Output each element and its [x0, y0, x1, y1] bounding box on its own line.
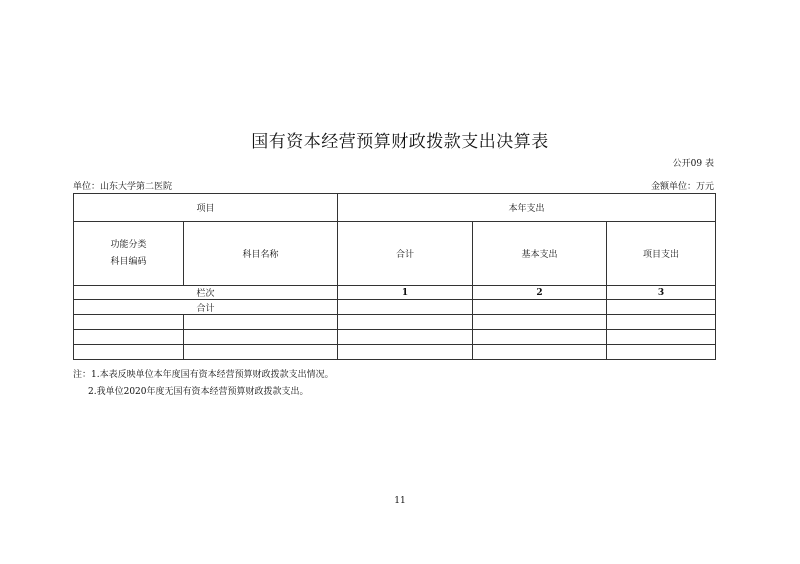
table-cell	[473, 300, 607, 315]
header-project-expenditure: 项目支出	[607, 222, 716, 286]
header-basic: 基本支出	[473, 222, 607, 286]
table-cell	[607, 315, 716, 330]
table-cell	[473, 315, 607, 330]
note-1: 注：1.本表反映单位本年度国有资本经营预算财政拨款支出情况。	[73, 370, 334, 380]
page-title: 国有资本经营预算财政拨款支出决算表	[251, 132, 549, 152]
table-cell	[184, 330, 338, 345]
lanci-label: 栏次	[74, 286, 338, 300]
table-cell	[473, 345, 607, 360]
table-cell	[473, 330, 607, 345]
table-cell	[184, 315, 338, 330]
page-number: 11	[394, 496, 406, 506]
expenditure-table	[73, 193, 716, 360]
table-header-row	[74, 194, 716, 222]
header-current-year: 本年支出	[338, 194, 716, 222]
note-2: 2.我单位2020年度无国有资本经营预算财政拨款支出。	[88, 387, 309, 397]
header-function-class	[74, 222, 184, 286]
header-total: 合计	[338, 222, 473, 286]
table-cell	[338, 300, 473, 315]
table-row	[74, 345, 716, 360]
table-row-total	[74, 300, 716, 315]
lanci-col-1: 1	[338, 286, 473, 300]
lanci-col-3: 3	[607, 286, 716, 300]
function-class-label: 功能分类	[110, 239, 147, 250]
table-cell	[338, 315, 473, 330]
table-cell	[607, 330, 716, 345]
table-cell	[338, 345, 473, 360]
table-cell	[607, 345, 716, 360]
form-code: 公开09 表	[672, 159, 714, 169]
table-row	[74, 330, 716, 345]
notes	[73, 367, 334, 401]
table-cell	[74, 315, 184, 330]
table-cell	[338, 330, 473, 345]
table-subheader-row	[74, 222, 716, 286]
table-cell	[184, 345, 338, 360]
table-cell	[607, 300, 716, 315]
table-row-lanci	[74, 286, 716, 300]
table-cell	[74, 330, 184, 345]
subject-code-label: 科目编码	[110, 256, 147, 267]
amount-unit: 金额单位：万元	[650, 182, 714, 192]
lanci-col-2: 2	[473, 286, 607, 300]
total-label: 合计	[74, 300, 338, 315]
table-cell	[74, 345, 184, 360]
header-project: 项目	[74, 194, 338, 222]
table-row	[74, 315, 716, 330]
header-subject-name: 科目名称	[184, 222, 338, 286]
reporting-unit: 单位：山东大学第二医院	[73, 182, 173, 192]
